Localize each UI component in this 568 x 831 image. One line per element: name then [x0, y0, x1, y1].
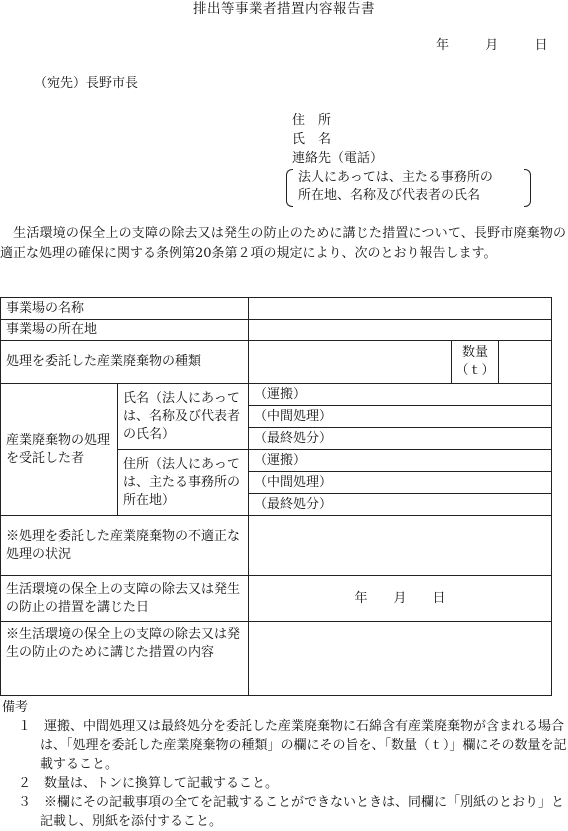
document-title: 排出等事業者措置内容報告書	[193, 1, 375, 17]
quantity-field[interactable]	[499, 341, 552, 384]
name-final-field[interactable]: （最終処分）	[249, 428, 552, 450]
date-month: 月	[485, 38, 499, 53]
improper-status-label: ※処理を委託した産業廃棄物の不適正な処理の状況	[1, 516, 249, 576]
right-bracket	[524, 169, 531, 207]
contractor-address-label: 住所（法人にあっては、主たる事務所の所在地）	[118, 450, 249, 516]
waste-type-field[interactable]	[249, 341, 452, 384]
contractor-label: 産業廃棄物の処理を受託した者	[1, 384, 118, 516]
report-date	[436, 37, 548, 55]
contractor-name-label: 氏名（法人にあっては、名称及び代表者の氏名）	[118, 384, 249, 450]
body-paragraph: 生活環境の保全上の支障の除去又は発生の防止のために講じた措置について、長野市廃棄物の適正な処理の確保に関する条例第20条第２項の規定により、次のとおり報告します。	[0, 226, 566, 261]
address-transport-field[interactable]: （運搬）	[249, 450, 552, 472]
reporter-address-label: 住 所	[292, 113, 332, 128]
name-intermediate-field[interactable]: （中間処理）	[249, 406, 552, 428]
address-final-field[interactable]: （最終処分）	[249, 494, 552, 516]
report-form-table	[0, 297, 552, 696]
note-item-2: ２ 数量は、トンに換算して記載すること。	[18, 776, 279, 791]
waste-type-label: 処理を委託した産業廃棄物の種類	[1, 341, 249, 384]
corp-note-line2: 所在地、名称及び代表者の氏名	[298, 188, 481, 203]
site-location-label: 事業場の所在地	[1, 320, 249, 341]
addressee: （宛先）長野市長	[34, 76, 139, 91]
note-item-3: ３ ※欄にその記載事項の全てを記載することができないときは、同欄に「別紙のとおり」と記載し、別紙を添付すること。	[18, 795, 565, 829]
site-name-field[interactable]	[249, 298, 552, 320]
measure-date-field[interactable]: 年 月 日	[249, 576, 552, 622]
left-bracket	[286, 169, 293, 207]
measure-content-field[interactable]	[249, 622, 552, 696]
date-year: 年	[436, 38, 450, 53]
improper-status-field[interactable]	[249, 516, 552, 576]
quantity-label: 数量（ｔ）	[452, 341, 499, 384]
note-item-1: １ 運搬、中間処理又は最終処分を委託した産業廃棄物に石綿含有産業廃棄物が含まれる場合は、「処理を委託した産業廃棄物の種類」の欄にその旨を、「数量（ｔ）」欄にその数量を記載すること。	[18, 719, 567, 772]
name-transport-field[interactable]: （運搬）	[249, 384, 552, 406]
notes-heading: 備考	[2, 700, 29, 715]
site-name-label: 事業場の名称	[1, 298, 249, 320]
measure-date-label: 生活環境の保全上の支障の除去又は発生の防止の措置を講じた日	[1, 576, 249, 622]
measure-content-label: ※生活環境の保全上の支障の除去又は発生の防止のために講じた措置の内容	[1, 622, 249, 696]
address-intermediate-field[interactable]: （中間処理）	[249, 472, 552, 494]
reporter-name-label: 氏 名	[292, 132, 332, 147]
notes-section	[0, 698, 568, 831]
date-day: 日	[534, 38, 548, 53]
site-location-field[interactable]	[249, 320, 552, 341]
reporter-contact-label: 連絡先（電話）	[292, 151, 384, 166]
corp-note-line1: 法人にあっては、主たる事務所の	[298, 170, 493, 185]
